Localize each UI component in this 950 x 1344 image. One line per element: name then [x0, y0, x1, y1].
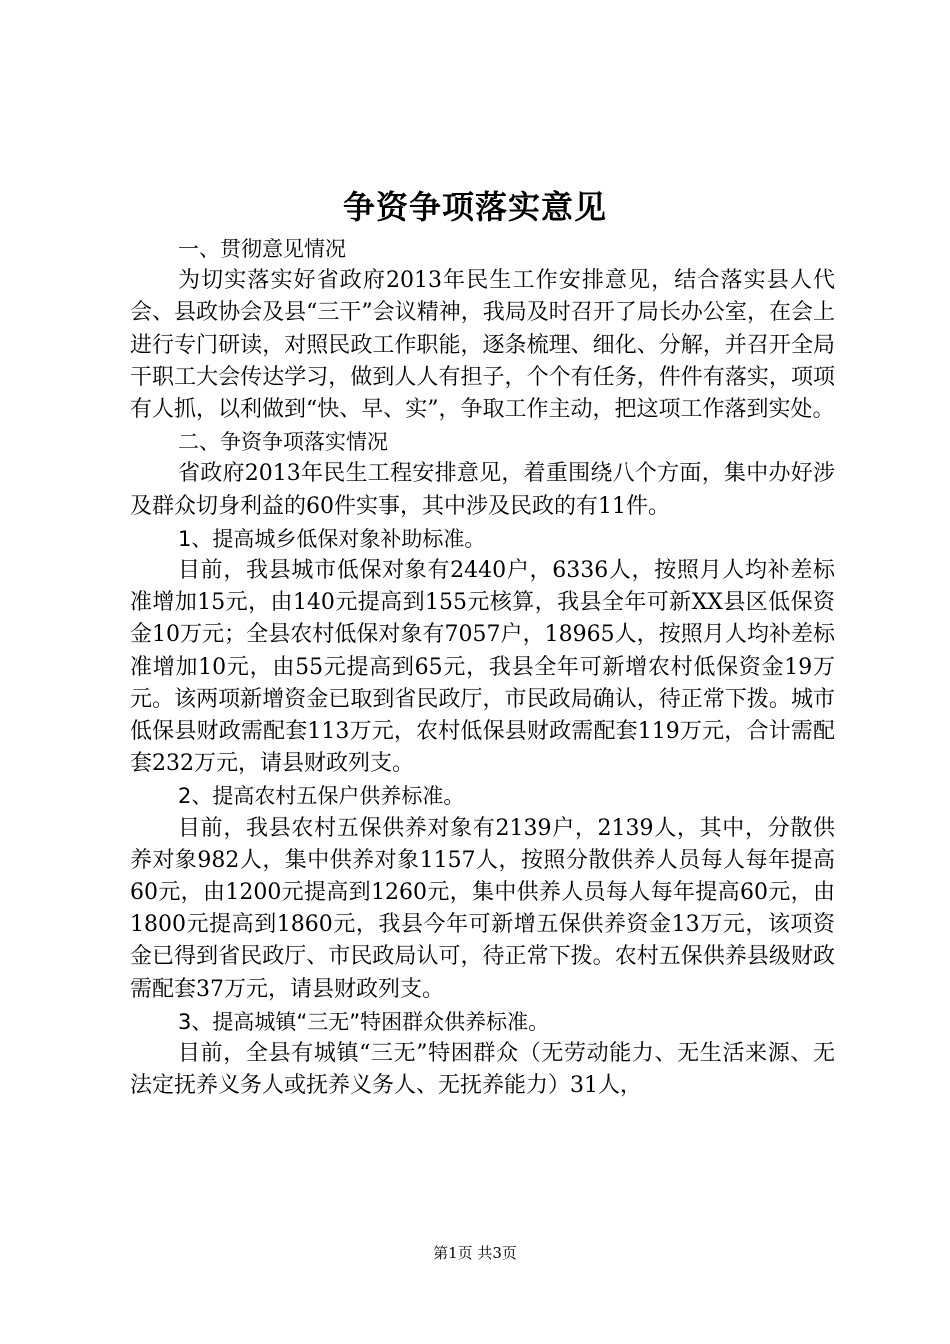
paragraph-2: 省政府2013年民生工程安排意见，着重围绕八个方面，集中办好涉及群众切身利益的60件实事，其中涉及民政的有11件。: [130, 461, 835, 519]
section-heading-2: 二、争资争项落实情况: [178, 430, 388, 455]
paragraph-3: 目前，我县城市低保对象有2440户，6336人，按照月人均补差标准增加15元，由140元提高到155元核算，我县全年可新XX县区低保资金10万元；全县农村低保对象有7057户，18965人，按照月人均补差标准增加10元，由55元提高到65元，我县全年可新增农村低保资金19万元。该两项新增资金已取到省民政厅，市民政局确认，待正常下拨。城市低保县财政需配套113万元，农村低保县财政需配套119万元，合计需配套232万元，请县财政列支。: [130, 558, 835, 777]
section-heading-1: 一、贯彻意见情况: [178, 237, 346, 261]
paragraph-5: 目前，全县有城镇“三无”特困群众（无劳动能力、无生活来源、无法定抚养义务人或抚养义务人、无抚养能力）31人，: [130, 1041, 835, 1099]
document-body: [130, 233, 835, 1102]
subsection-heading-2: 2、提高农村五保户供养标准。: [178, 784, 465, 809]
subsection-heading-3: 3、提高城镇“三无”特困群众供养标准。: [178, 1009, 550, 1034]
paragraph-1: 为切实落实好省政府2013年民生工作安排意见，结合落实县人代会、县政协会及县“三干”会议精神，我局及时召开了局长办公室，在会上进行专门研读，对照民政工作职能，逐条梳理、细化、分解，并召开全局干职工大会传达学习，做到人人有担子，个个有任务，件件有落实，项项有人抓，以利做到“快、早、实”，争取工作主动，把这项工作落到实处。: [130, 268, 835, 423]
page-footer: 第1页 共3页: [433, 1244, 517, 1262]
document-title: 争资争项落实意见: [342, 188, 607, 226]
subsection-heading-1: 1、提高城乡低保对象补助标准。: [178, 526, 486, 551]
paragraph-4: 目前，我县农村五保供养对象有2139户，2139人，其中，分散供养对象982人，集中供养对象1157人，按照分散供养人员每人每年提高60元，由1200元提高到1260元，集中供养人员每人每年提高60元，由1800元提高到1860元，我县今年可新增五保供养资金13万元，该项资金已得到省民政厅、市民政局认可，待正常下拨。农村五保供养县级财政需配套37万元，请县财政列支。: [130, 815, 835, 1002]
